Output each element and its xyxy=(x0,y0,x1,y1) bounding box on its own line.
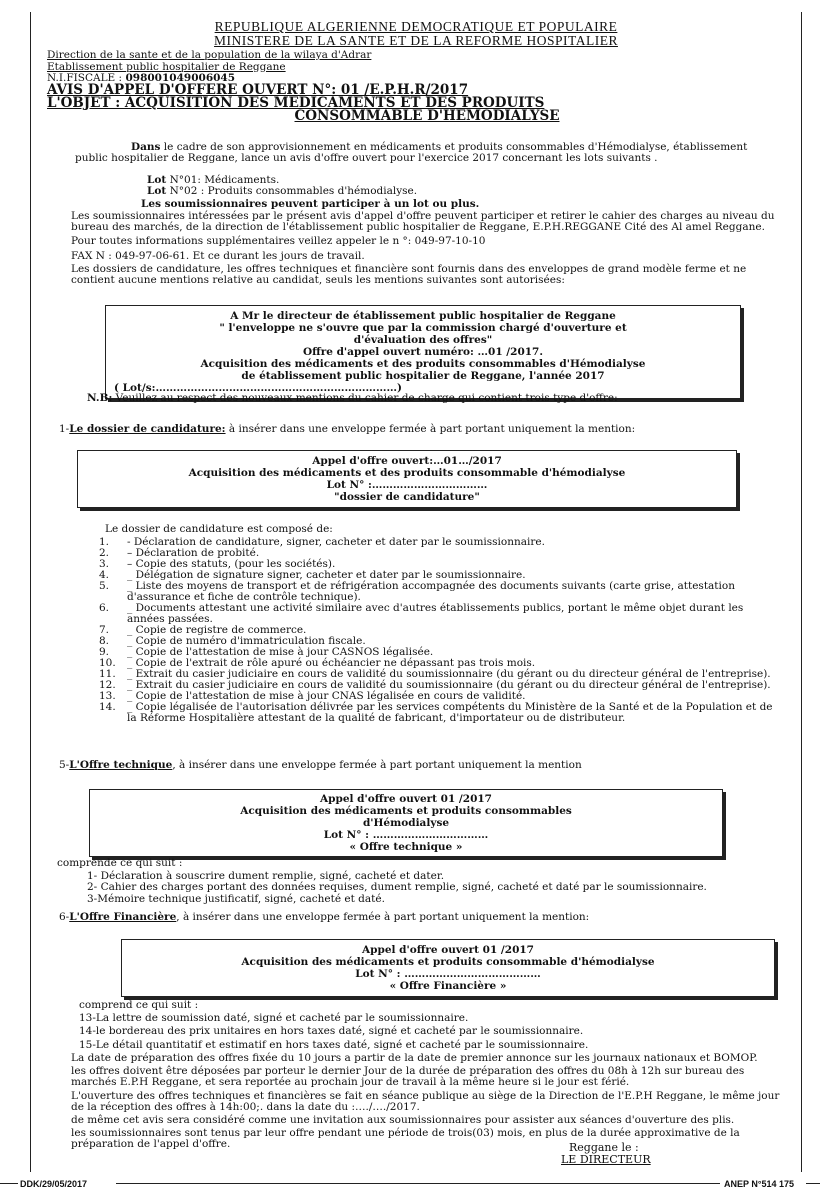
intro-dans: Dans xyxy=(131,141,161,153)
objet-line-1: L'OBJET : ACQUISITION DES MEDICAMENTS ET DES PRODUITS xyxy=(47,95,545,111)
signature-place: Reggane le : xyxy=(569,1141,639,1154)
signature-role: LE DIRECTEUR xyxy=(561,1153,651,1166)
fin-intro: comprend ce qui suit : xyxy=(79,999,199,1011)
box2-line-3: Lot N° :…………………………… xyxy=(326,479,488,491)
nif-value: 098001049006045 xyxy=(125,72,236,84)
section1-title: Le dossier de candidature: xyxy=(69,423,226,435)
header-line-2: MINISTERE DE LA SANTE ET DE LA REFORME HOSPITALIER xyxy=(214,33,618,48)
list-item-number: 12. xyxy=(99,679,116,692)
lot2-text: N°02 : Produits consommables d'hémodialyse. xyxy=(166,185,418,198)
fax-line: FAX N : 049-97-06-61. Et ce durant les jours de travail. xyxy=(71,249,365,262)
tech-intro: comprende ce qui suit : xyxy=(57,857,183,869)
list-item-number: 7. xyxy=(99,624,110,637)
nb-text: Veuillez au respect des nouveaux mentions du cahier de charge qui contient trois type d'offre: xyxy=(112,392,618,404)
section5-prefix: 5- xyxy=(59,759,70,771)
composition-list-block xyxy=(99,524,779,724)
technique-contents xyxy=(57,858,787,905)
etablissement-line: Etablissement public hospitalier de Reggane xyxy=(47,60,286,73)
list-item-number: 5. xyxy=(99,580,110,593)
tech-item-2: 2- Cahier des charges portant des données requises, dument remplie, signé, cacheté et daté par le soumissionnaire. xyxy=(87,881,707,894)
box4-line-1: Appel d'offre ouvert 01 /2017 xyxy=(362,944,534,956)
list-item-text: _ Extrait du casier judiciaire en cours de validité du soumissionnaire (du gérant ou du directeur général de l'entreprise). xyxy=(127,668,771,681)
box2-line-1: Appel d'offre ouvert:…01…/2017 xyxy=(312,455,502,467)
section-candidature xyxy=(59,424,759,435)
nb-label: N.B: xyxy=(87,392,113,404)
lot1-label: Lot xyxy=(147,174,167,186)
composition-list xyxy=(99,537,779,724)
list-item-text: _ Délégation de signature signer, cacheter et dater par le soumissionnaire. xyxy=(127,569,526,582)
closing-invitation: de même cet avis sera considéré comme une invitation aux soumissionnaires pour assister aux séances d'ouverture des plis. xyxy=(71,1114,735,1127)
list-item-number: 3. xyxy=(99,558,110,571)
list-item-text: _ Copie de l'attestation de mise à jour CNAS légalisée en cours de validité. xyxy=(127,690,526,703)
list-item xyxy=(99,603,779,625)
document-page xyxy=(30,12,802,1172)
participation-note: Les soumissionnaires peuvent participer à un lot ou plus. xyxy=(141,198,480,211)
list-item-text: – Déclaration de probité. xyxy=(127,547,260,560)
footer-reference-right: ANEP N°514 175 xyxy=(724,1179,794,1189)
box1-line-7: ( Lot/s:……………………………………………………………) xyxy=(114,382,402,394)
intro-paragraph xyxy=(75,142,775,164)
footer-rule-left xyxy=(0,1183,18,1184)
closing-block xyxy=(71,1053,785,1151)
lot2-label: Lot xyxy=(147,185,167,198)
envelope-mention-box xyxy=(105,305,741,399)
section1-prefix: 1- xyxy=(59,423,70,435)
box3-line-4: Lot N° : …………………………… xyxy=(323,829,489,841)
list-item xyxy=(99,702,779,724)
republic-heading xyxy=(31,20,801,48)
fin-item-15: 15-Le détail quantitatif et estimatif en hors taxes daté, signé et cacheté par le soumissionnaire. xyxy=(79,1038,589,1051)
financiere-contents xyxy=(79,1000,779,1051)
box1-line-6: de établissement public hospitalier de Reggane, l'année 2017 xyxy=(241,370,605,382)
list-item-number: 1. xyxy=(99,536,110,549)
list-item-text: _ Copie légalisée de l'autorisation délivrée par les services compétents du Ministère de la Santé et de la Population et de la Réforme Hospitalière attestant de la qualité de fabricant, d'importateur ou de distributeur. xyxy=(127,701,773,725)
section5-title: L'Offre technique xyxy=(69,759,173,771)
signature-block xyxy=(561,1142,761,1166)
dossiers-paragraph: Les dossiers de candidature, les offres techniques et financière sont fournis dans des enveloppes de grand modèle ferme et ne contient aucune mentions relative au candidat, seuls les mentions suivantes sont autorisées: xyxy=(71,262,747,287)
list-item-number: 4. xyxy=(99,569,110,582)
footer-rule-middle xyxy=(116,1183,720,1184)
list-item-number: 2. xyxy=(99,547,110,560)
list-item-number: 9. xyxy=(99,646,110,659)
list-item-text: _ Copie de l'attestation de mise à jour CASNOS légalisée. xyxy=(127,646,434,659)
lot1-text: N°01: Médicaments. xyxy=(166,174,280,186)
candidature-mention-box xyxy=(77,450,737,508)
list-item-number: 8. xyxy=(99,635,110,648)
section5-text: , à insérer dans une enveloppe fermée à part portant uniquement la mention xyxy=(172,759,582,771)
tech-item-3: 3-Mémoire technique justificatif, signé, cacheté et daté. xyxy=(87,892,385,905)
financiere-mention-box xyxy=(121,939,775,997)
list-item-text: - Déclaration de candidature, signer, cacheter et dater par le soumissionnaire. xyxy=(127,536,545,549)
box1-line-1: A Mr le directeur de établissement public hospitalier de Reggane xyxy=(230,310,616,322)
section6-text: , à insérer dans une enveloppe fermée à part portant uniquement la mention: xyxy=(176,911,590,923)
conditions-block xyxy=(71,211,783,286)
institution-block xyxy=(47,50,787,85)
footer-rule-right xyxy=(806,1183,820,1184)
list-item-text: _ Documents attestant une activité similaire avec d'autres établissements publics, portant le même objet durant les années passées. xyxy=(127,602,744,626)
direction-line: Direction de la sante et de la population de la wilaya d'Adrar xyxy=(47,49,372,61)
closing-validite: les soumissionnaires sont tenus par leur offre pendant une période de trois(03) mois, en plus de la durée approximative de la préparation de l'appel d'offre. xyxy=(71,1127,740,1151)
list-item-number: 13. xyxy=(99,690,116,703)
list-item-number: 6. xyxy=(99,602,110,615)
box1-line-2: " l'enveloppe ne s'ouvre que par la commission chargé d'ouverture et xyxy=(219,322,627,334)
info-phone: Pour toutes informations supplémentaires veillez appeler le n °: 049-97-10-10 xyxy=(71,235,486,248)
box3-line-2: Acquisition des médicaments et produits consommables xyxy=(240,805,572,817)
section-financiere xyxy=(59,912,783,923)
list-item-text: _ Extrait du casier judiciaire en cours de validité du soumissionnaire (du gérant ou du directeur général de l'entreprise). xyxy=(127,679,771,692)
intro-text: le cadre de son approvisionnement en médicaments et produits consommables d'Hémodialyse, établissement public hospitalier de Reggane, lance un avis d'offre ouvert pour l'exercice 2017 concernant les lots suivants . xyxy=(75,141,748,165)
closing-depot: les offres doivent être déposées par porteur le dernier Jour de la durée de préparation des offres du 08h à 12h sur bureau des marchés E.P.H Reggane, et sera reportée au prochain jour de travail à la même heure si le jour est férié. xyxy=(71,1065,745,1089)
lots-list xyxy=(141,175,741,211)
composition-intro: Le dossier de candidature est composé de: xyxy=(105,523,333,535)
list-item-text: _ Liste des moyens de transport et de réfrigération accompagnée des documents suivants (carte grise, attestation d'assurance et fiche de contrôle technique). xyxy=(127,580,735,604)
box2-line-2: Acquisition des médicaments et des produits consommable d'hémodialyse xyxy=(188,467,626,479)
footer-reference-left: DDK/29/05/2017 xyxy=(20,1179,88,1189)
section1-text: à insérer dans une enveloppe fermée à part portant uniquement la mention: xyxy=(225,423,636,435)
box4-line-3: Lot N° : ………………………………… xyxy=(355,968,541,980)
list-item-number: 10. xyxy=(99,657,116,670)
box3-line-3: d'Hémodialyse xyxy=(362,817,450,829)
box1-line-3: d'évaluation des offres" xyxy=(353,334,493,346)
list-item xyxy=(99,581,779,603)
list-item-text: – Copie des statuts, (pour les sociétés). xyxy=(127,558,336,571)
box4-line-2: Acquisition des médicaments et produits consommable d'hémodialyse xyxy=(241,956,655,968)
closing-ouverture: L'ouverture des offres techniques et financières se fait en séance publique au siège de la Direction de l'E.P.H Reggane, le même jour de la réception des offres à 14h:00;. dans la date du :…./…./2017. xyxy=(71,1089,780,1113)
box4-line-4: « Offre Financière » xyxy=(389,980,507,992)
technique-mention-box xyxy=(89,789,723,857)
avis-title: AVIS D'APPEL D'OFFERE OUVERT N°: 01 /E.P.H.R/2017 xyxy=(47,82,469,98)
retrait-paragraph: Les soumissionnaires intéressées par le présent avis d'appel d'offre peuvent participer et retirer le cahier des charges au niveau du bureau des marchés, de la direction de l'établissement public hospitalier de Reggane, E.P.H.REGGANE Cité des Al amel Reggane. xyxy=(71,210,775,234)
list-item-text: _ Copie de registre de commerce. xyxy=(127,624,307,637)
list-item-number: 11. xyxy=(99,668,116,681)
fin-item-14: 14-le bordereau des prix unitaires en hors taxes daté, signé et cacheté par le soumissionnaire. xyxy=(79,1025,584,1038)
list-item-text: _ Copie de l'extrait de rôle apuré ou échéancier ne dépassant pas trois mois. xyxy=(127,657,536,670)
section-technique xyxy=(59,760,783,771)
title-block xyxy=(47,84,787,123)
box1-line-4: Offre d'appel ouvert numéro: …01 /2017. xyxy=(302,346,544,358)
list-item-number: 14. xyxy=(99,701,116,714)
box1-line-5: Acquisition des médicaments et des produits consommables d'Hémodialyse xyxy=(200,358,646,370)
nif-label: N.I.FISCALE : xyxy=(47,72,123,84)
box2-line-4: "dossier de candidature" xyxy=(334,491,480,503)
header-line-1: REPUBLIQUE ALGERIENNE DEMOCRATIQUE ET POPULAIRE xyxy=(214,19,618,34)
closing-preparation: La date de préparation des offres fixée du 10 jours a partir de la date de premier annonce sur les journaux nationaux et BOMOP. xyxy=(71,1052,758,1064)
section6-title: L'Offre Financière xyxy=(69,911,177,923)
nb-note xyxy=(87,393,783,404)
list-item-text: _ Copie de numéro d'immatriculation fiscale. xyxy=(127,635,366,648)
section6-prefix: 6- xyxy=(59,911,70,923)
tech-item-1: 1- Déclaration à souscrire dument remplie, signé, cacheté et dater. xyxy=(87,870,445,883)
box3-line-1: Appel d'offre ouvert 01 /2017 xyxy=(320,793,492,805)
box3-line-5: « Offre technique » xyxy=(349,841,463,853)
objet-line-2: CONSOMMABLE D'HEMODIALYSE xyxy=(294,108,560,124)
fin-item-13: 13-La lettre de soumission daté, signé et cacheté par le soumissionnaire. xyxy=(79,1012,469,1025)
